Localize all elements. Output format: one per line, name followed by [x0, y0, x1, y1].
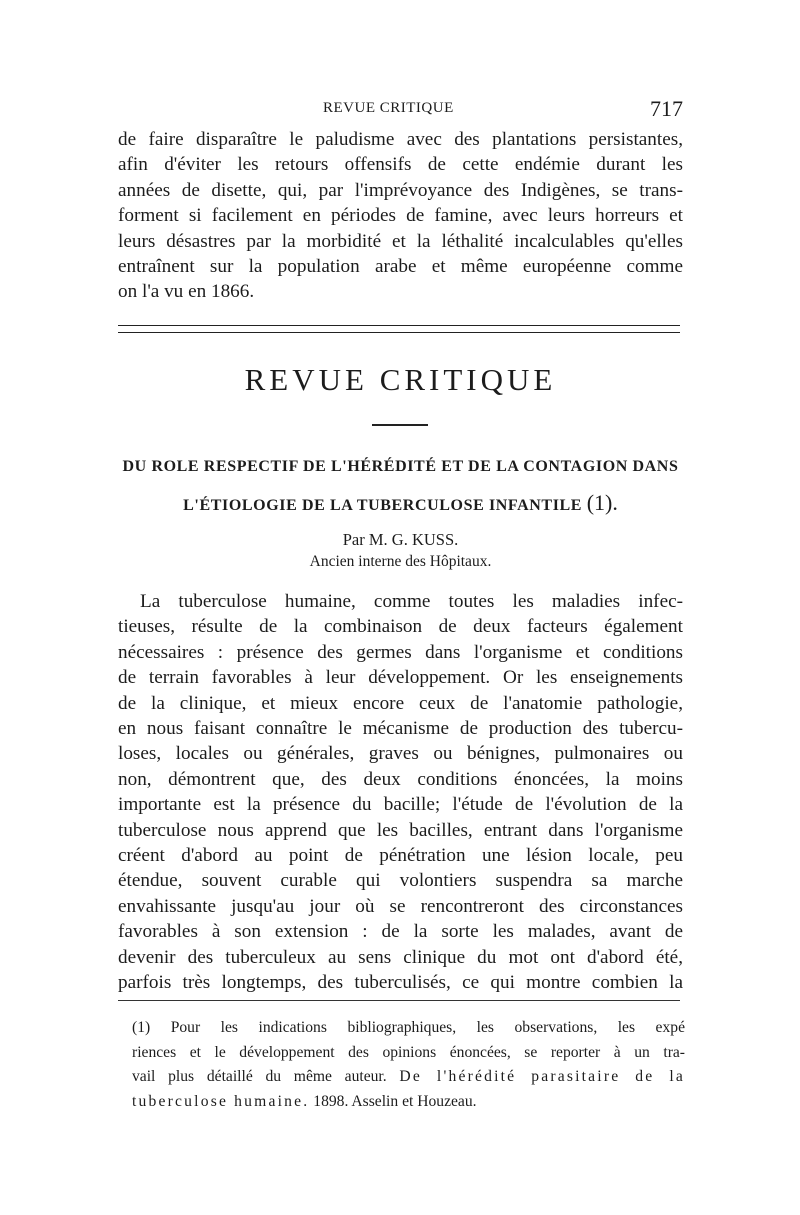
text-line: favorables à son extension : de la sorte les malades, avant de	[118, 921, 683, 943]
footnote-rule	[118, 1000, 680, 1001]
footnote-text: vail plus détaillé du même auteur.	[132, 1068, 400, 1085]
article-title-line-1: DU ROLE RESPECTIF DE L'HÉRÉDITÉ ET DE LA CONTAGION DANS	[122, 458, 679, 475]
article-byline: Par M. G. KUSS.	[342, 530, 459, 549]
text-line: de la clinique, et mieux encore ceux de l'anatomie pathologie,	[118, 692, 683, 714]
text-line: tieuses, résulte de la combinaison de deux facteurs également	[118, 616, 683, 638]
footnote	[132, 1016, 685, 1114]
text-line: on l'a vu en 1866.	[118, 281, 255, 303]
text-line: de faire disparaître le paludisme avec des plantations persistantes,	[118, 129, 683, 150]
text-line: afin d'éviter les retours offensifs de cette endémie durant les	[118, 154, 683, 176]
short-rule-divider	[372, 424, 428, 426]
double-rule-divider	[118, 325, 680, 333]
text-line: étendue, souvent curable qui volontiers suspendra sa marche	[118, 870, 683, 892]
text-line: importante est la présence du bacille; l'étude de l'évolution de la	[118, 794, 683, 816]
text-line: tuberculose nous apprend que les bacilles, entrant dans l'organisme	[118, 819, 683, 841]
text-line: parfois très longtemps, des tuberculisés, ce qui montre combien la	[118, 972, 683, 994]
article-title-text: L'ÉTIOLOGIE DE LA TUBERCULOSE INFANTILE	[183, 497, 583, 514]
footnote-line: riences et le développement des opinions énoncées, se reporter à un tra-	[132, 1043, 685, 1061]
page-number: 717	[650, 96, 683, 121]
author-affiliation: Ancien interne des Hôpitaux.	[309, 553, 492, 570]
footnote-line	[132, 1090, 685, 1115]
continuation-paragraph	[118, 127, 683, 305]
text-line: forment si facilement en périodes de famine, avec leurs horreurs et	[118, 205, 683, 227]
text-line: entraînent sur la population arabe et même européenne comme	[118, 256, 683, 278]
article-title-line-2	[118, 490, 683, 516]
text-line: envahissante jusqu'au jour où se rencontreront des circonstances	[118, 895, 683, 917]
text-line: loses, locales ou générales, graves ou bénignes, pulmonaires ou	[118, 743, 683, 765]
text-line: années de disette, qui, par l'imprévoyance des Indigènes, se trans-	[118, 179, 683, 201]
body-paragraph	[118, 589, 683, 996]
section-title: REVUE CRITIQUE	[244, 362, 557, 397]
text-line: nécessaires : présence des germes dans l'organisme et conditions	[118, 641, 683, 663]
footnote-line	[132, 1065, 685, 1090]
footnote-line: (1) Pour les indications bibliographiques, les observations, les expé	[132, 1019, 685, 1036]
text-line: La tuberculose humaine, comme toutes les maladies infec-	[140, 591, 683, 612]
text-line: non, démontrent que, des deux conditions énoncées, la moins	[118, 768, 683, 790]
text-line: de terrain favorables à leur développement. Or les enseignements	[118, 667, 683, 689]
running-head-title: REVUE CRITIQUE	[323, 100, 454, 116]
text-line: devenir des tuberculeux au sens clinique du mot ont d'abord été,	[118, 946, 683, 968]
text-line: leurs désastres par la morbidité et la léthalité incalculables qu'elles	[118, 230, 683, 252]
running-head	[118, 96, 683, 122]
footnote-text: 1898. Asselin et Houzeau.	[309, 1092, 477, 1110]
footnote-reference: (1).	[586, 490, 618, 515]
footnote-work-title: tuberculose humaine.	[132, 1092, 310, 1110]
text-line: en nous faisant connaître le mécanisme de production des tubercu-	[118, 718, 683, 740]
footnote-work-title: De l'hérédité parasitaire de la	[399, 1068, 685, 1085]
text-line: créent d'abord au point de pénétration une lésion locale, peu	[118, 845, 683, 867]
